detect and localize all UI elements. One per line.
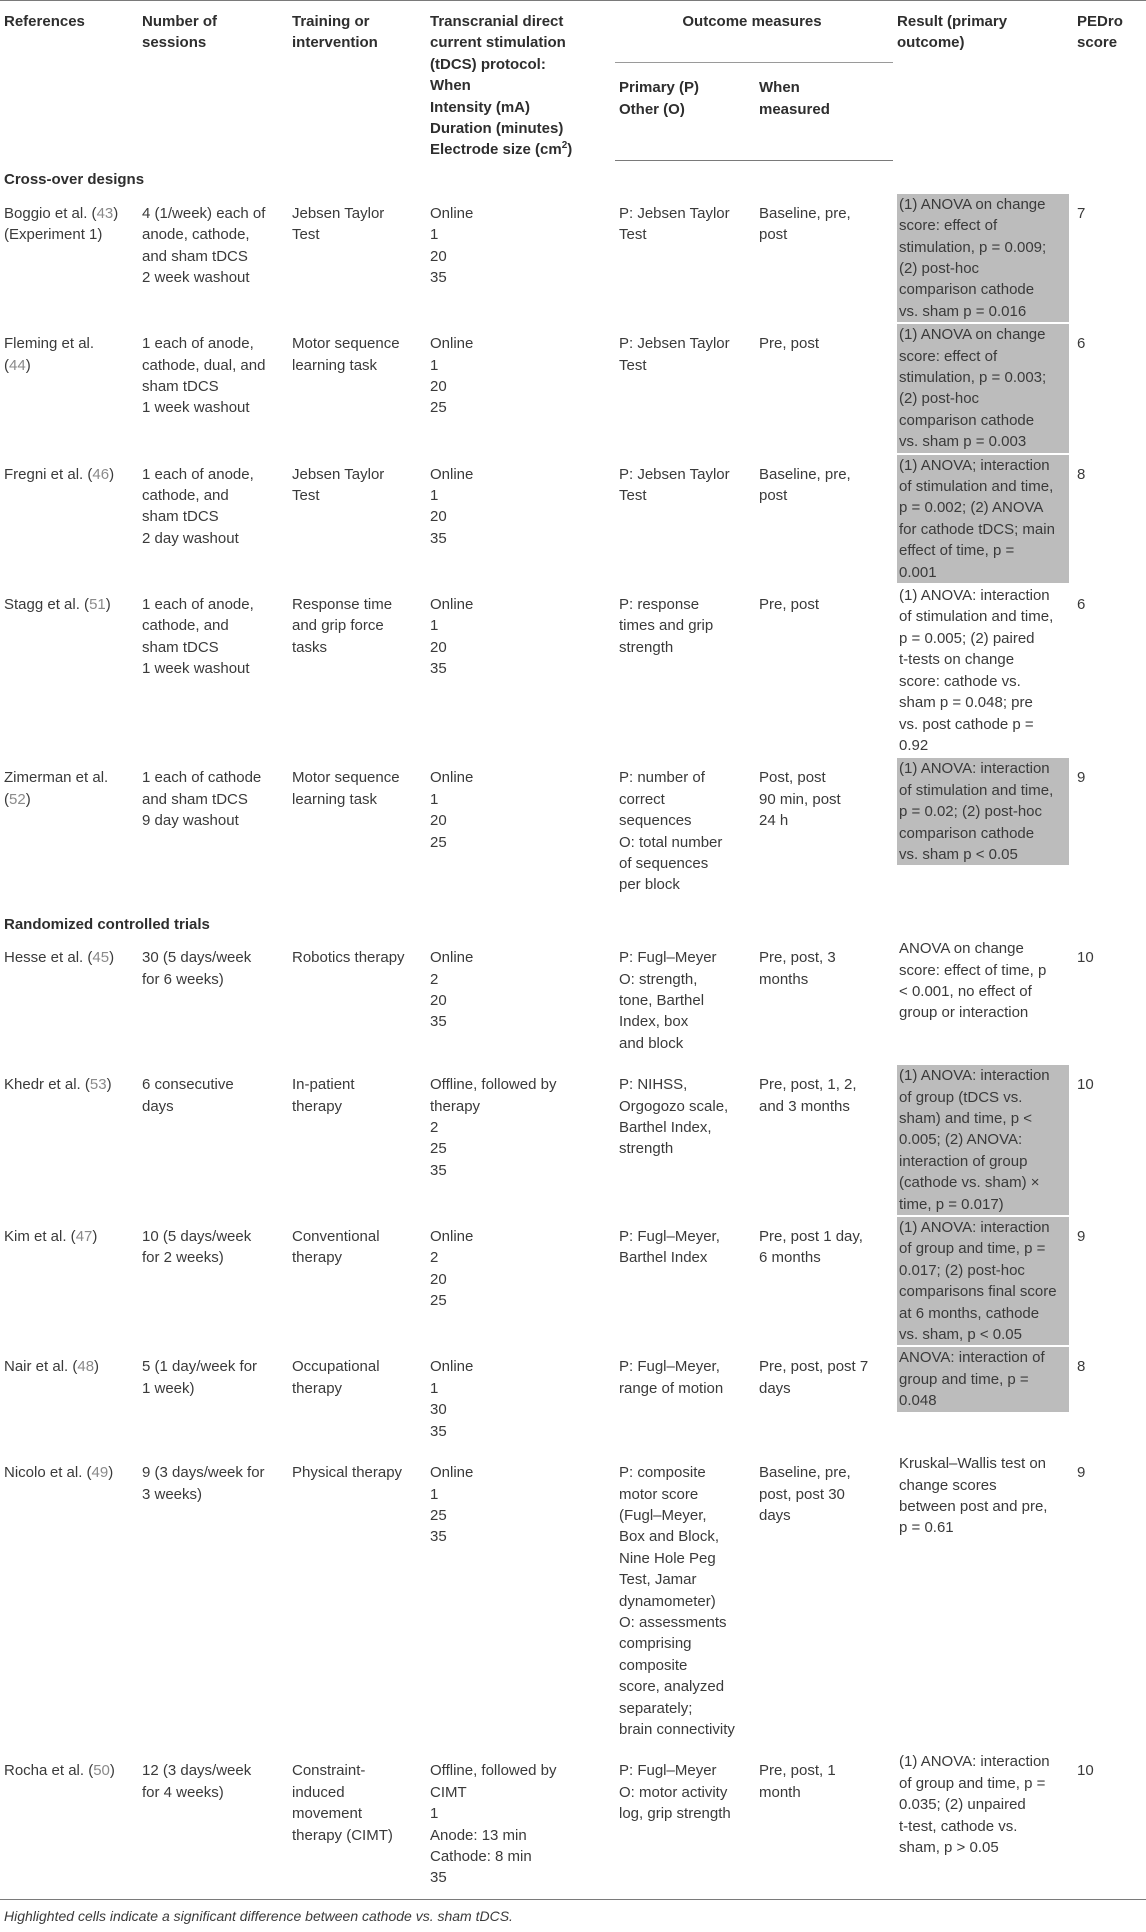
primary-outcome-cell: P: Fugl–Meyer, Barthel Index	[619, 1228, 720, 1267]
tdcs-cell: Offline, followed by therapy 2 25 35	[430, 1076, 557, 1179]
tdcs-cell: Online 1 20 35	[430, 204, 474, 286]
primary-outcome-cell: P: Jebsen Taylor Test	[619, 465, 730, 505]
table-row	[0, 757, 1146, 905]
section-row	[0, 906, 1146, 937]
header-outcome-measures: Outcome measures	[615, 1, 893, 43]
primary-outcome-cell: P: Fugl–Meyer O: strength, tone, Barthel Index, box and block	[619, 949, 717, 1052]
primary-outcome-cell: P: NIHSS, Orgogozo scale, Barthel Index, strength	[619, 1076, 729, 1158]
pedro-score: 10	[1073, 1750, 1146, 1899]
reference-cell: Stagg et al. (51)	[4, 596, 111, 614]
result-cell: (1) ANOVA: interaction of group (tDCS vs. sham) and time, p < 0.005; (2) ANOVA: interaction of group (cathode vs. sham) × time, p = 0.017)	[893, 1064, 1073, 1216]
pedro-score: 8	[1077, 1358, 1086, 1376]
sessions-cell: 10 (5 days/week for 2 weeks)	[142, 1228, 252, 1267]
pedro-score: 10	[1077, 1076, 1094, 1094]
sessions-cell: 5 (1 day/week for 1 week)	[142, 1358, 258, 1397]
table-row	[0, 584, 1146, 757]
reference-cell: Kim et al. (47)	[4, 1228, 98, 1246]
primary-outcome-cell: P: response times and grip strength	[619, 596, 714, 656]
result-cell: ANOVA: interaction of group and time, p = 0.048	[893, 1346, 1073, 1452]
primary-outcome-cell: P: Jebsen Taylor Test	[619, 204, 730, 244]
table-row	[0, 1346, 1146, 1452]
pedro-score: 10	[1077, 949, 1094, 967]
table-row	[0, 193, 1146, 323]
section-row	[0, 161, 1146, 193]
tdcs-cell: Online 1 20 35	[430, 465, 474, 547]
pedro-score: 8	[1077, 465, 1086, 483]
section-heading: Randomized controlled trials	[4, 915, 210, 933]
sessions-cell: 30 (5 days/week for 6 weeks)	[142, 949, 252, 988]
result-cell: (1) ANOVA: interaction of group and time, p = 0.035; (2) unpaired t-test, cathode vs. sham, p > 0.05	[893, 1750, 1073, 1899]
header-primary-other: Primary (P) Other (O)	[615, 42, 755, 161]
citation-link[interactable]: 47	[75, 1228, 93, 1246]
reference-cell: Zimerman et al. (52)	[4, 769, 109, 808]
reference-cell: Fleming et al. (44)	[4, 335, 95, 374]
training-cell: Constraint- induced movement therapy (CIMT)	[288, 1750, 426, 1899]
primary-outcome-cell: P: number of correct sequences O: total number of sequences per block	[619, 769, 723, 894]
reference-cell: Rocha et al. (50)	[0, 1750, 138, 1899]
section-heading: Cross-over designs	[4, 171, 145, 189]
primary-outcome-cell: P: Jebsen Taylor Test	[619, 335, 730, 374]
tdcs-cell: Online 1 20 25	[430, 335, 474, 417]
citation-link[interactable]: 50	[93, 1762, 110, 1780]
header-sessions: Number of sessions	[138, 1, 288, 161]
citation-link[interactable]: 43	[96, 204, 114, 222]
footnote: Highlighted cells indicate a significant difference between cathode vs. sham tDCS.	[4, 1907, 513, 1924]
training-cell: Physical therapy	[292, 1464, 403, 1482]
table-body	[0, 161, 1146, 1899]
when-measured-cell: Pre, post 1 day, 6 months	[759, 1228, 863, 1267]
sessions-cell: 12 (3 days/week for 4 weeks)	[138, 1750, 288, 1899]
tdcs-cell: Online 1 30 35	[430, 1358, 474, 1440]
tdcs-cell: Online 1 25 35	[430, 1464, 474, 1546]
header-references: References	[0, 1, 138, 161]
training-cell: Motor sequence learning task	[292, 769, 400, 808]
citation-link[interactable]: 46	[92, 465, 110, 483]
citation-link[interactable]: 49	[91, 1464, 109, 1482]
when-measured-cell: Baseline, pre, post, post 30 days	[759, 1464, 851, 1524]
result-cell: Kruskal–Wallis test on change scores between post and pre, p = 0.61	[899, 1455, 1048, 1537]
tdcs-cell: Online 1 20 25	[430, 769, 474, 851]
pedro-score: 9	[1077, 1464, 1086, 1482]
training-cell: Conventional therapy	[292, 1228, 380, 1267]
table-row	[0, 937, 1146, 1064]
sessions-cell: 4 (1/week) each of anode, cathode, and sham tDCS 2 week washout	[142, 204, 266, 286]
pedro-score: 6	[1077, 596, 1086, 614]
reference-cell: Fregni et al. (46)	[4, 465, 115, 483]
pedro-score: 6	[1077, 335, 1086, 353]
sessions-cell: 6 consecutive days	[142, 1076, 234, 1115]
result-cell: (1) ANOVA: interaction of stimulation and time, p = 0.005; (2) paired t-tests on change score: cathode vs. sham p = 0.048; pre vs. post cathode p = 0.92	[899, 587, 1054, 754]
citation-link[interactable]: 44	[9, 356, 26, 374]
table-row	[0, 323, 1146, 453]
tdcs-cell: Offline, followed by CIMT 1 Anode: 13 min Cathode: 8 min 35	[426, 1750, 615, 1899]
sessions-cell: 1 each of anode, cathode, dual, and sham tDCS 1 week washout	[142, 335, 266, 417]
training-cell: Robotics therapy	[292, 949, 405, 967]
reference-cell: Nair et al. (48)	[4, 1358, 100, 1376]
pedro-score: 9	[1077, 769, 1086, 787]
citation-link[interactable]: 48	[77, 1358, 95, 1376]
when-measured-cell: Baseline, pre, post	[759, 204, 851, 244]
result-cell: (1) ANOVA; interaction of stimulation and time, p = 0.002; (2) ANOVA for cathode tDCS; main effect of time, p = 0.001	[893, 454, 1073, 584]
reference-cell: Khedr et al. (53)	[4, 1076, 112, 1094]
when-measured-cell: Pre, post, 3 months	[759, 949, 836, 988]
header-when-measured: When measured	[755, 42, 893, 161]
training-cell: Occupational therapy	[292, 1358, 380, 1397]
table-row	[0, 1216, 1146, 1346]
training-cell: Response time and grip force tasks	[292, 596, 393, 656]
result-cell: (1) ANOVA: interaction of group and time, p = 0.017; (2) post-hoc comparisons final score at 6 months, cathode vs. sham, p < 0.05	[893, 1216, 1073, 1346]
sessions-cell: 1 each of cathode and sham tDCS 9 day washout	[142, 769, 262, 830]
citation-link[interactable]: 45	[92, 949, 110, 967]
citation-link[interactable]: 51	[89, 596, 106, 614]
training-cell: Jebsen Taylor Test	[292, 465, 385, 505]
result-cell: (1) ANOVA on change score: effect of stimulation, p = 0.009; (2) post-hoc comparison cathode vs. sham p = 0.016	[893, 193, 1073, 323]
when-measured-cell: Baseline, pre, post	[759, 465, 851, 505]
when-measured-cell: Pre, post, 1, 2, and 3 months	[759, 1076, 857, 1115]
sessions-cell: 1 each of anode, cathode, and sham tDCS 2 day washout	[142, 465, 254, 547]
table-row	[0, 454, 1146, 584]
header-result: Result (primary outcome)	[893, 1, 1073, 161]
tdcs-cell: Online 1 20 35	[430, 596, 474, 678]
when-measured-cell: Pre, post, 1 month	[755, 1750, 893, 1899]
when-measured-cell: Pre, post	[759, 596, 820, 614]
reference-cell: Hesse et al. (45)	[4, 949, 115, 967]
training-cell: In-patient therapy	[292, 1076, 355, 1115]
table-row	[0, 1064, 1146, 1216]
result-cell: (1) ANOVA on change score: effect of stimulation, p = 0.003; (2) post-hoc comparison cathode vs. sham p = 0.003	[893, 323, 1073, 453]
result-cell: (1) ANOVA: interaction of stimulation and time, p = 0.02; (2) post-hoc comparison cathode vs. sham p < 0.05	[893, 757, 1073, 905]
sessions-cell: 1 each of anode, cathode, and sham tDCS 1 week washout	[142, 596, 254, 678]
tdcs-cell: Online 2 20 35	[430, 949, 474, 1031]
pedro-score: 9	[1077, 1228, 1086, 1246]
header-pedro: PEDro score	[1073, 1, 1146, 161]
result-cell: ANOVA on change score: effect of time, p < 0.001, no effect of group or interaction	[899, 940, 1047, 1022]
sessions-cell: 9 (3 days/week for 3 weeks)	[142, 1464, 265, 1503]
header-training: Training or intervention	[288, 1, 426, 161]
training-cell: Jebsen Taylor Test	[292, 204, 385, 244]
primary-outcome-cell: P: Fugl–Meyer, range of motion	[619, 1358, 724, 1397]
pedro-score: 7	[1077, 204, 1086, 222]
citation-link[interactable]: 52	[9, 790, 26, 808]
when-measured-cell: Post, post 90 min, post 24 h	[759, 769, 841, 830]
table-row	[0, 1750, 1146, 1899]
reference-cell: Boggio et al. (43) (Experiment 1)	[4, 204, 119, 244]
training-cell: Motor sequence learning task	[292, 335, 400, 374]
primary-outcome-cell: P: composite motor score (Fugl–Meyer, Box and Block, Nine Hole Peg Test, Jamar dynamometer) O: assessments comprising composite score, analyzed separately; brain connectivity	[619, 1464, 735, 1738]
table-row	[0, 1452, 1146, 1750]
when-measured-cell: Pre, post	[759, 335, 820, 353]
reference-cell: Nicolo et al. (49)	[4, 1464, 114, 1482]
header-tdcs-protocol: Transcranial direct current stimulation (tDCS) protocol: When Intensity (mA) Duration (minutes) Electrode size $(cm^2)$	[426, 1, 615, 161]
citation-link[interactable]: 53	[89, 1076, 107, 1094]
primary-outcome-cell: P: Fugl–Meyer O: motor activity log, grip strength	[615, 1750, 755, 1899]
when-measured-cell: Pre, post, post 7 days	[759, 1358, 869, 1397]
tdcs-cell: Online 2 20 25	[430, 1228, 474, 1310]
